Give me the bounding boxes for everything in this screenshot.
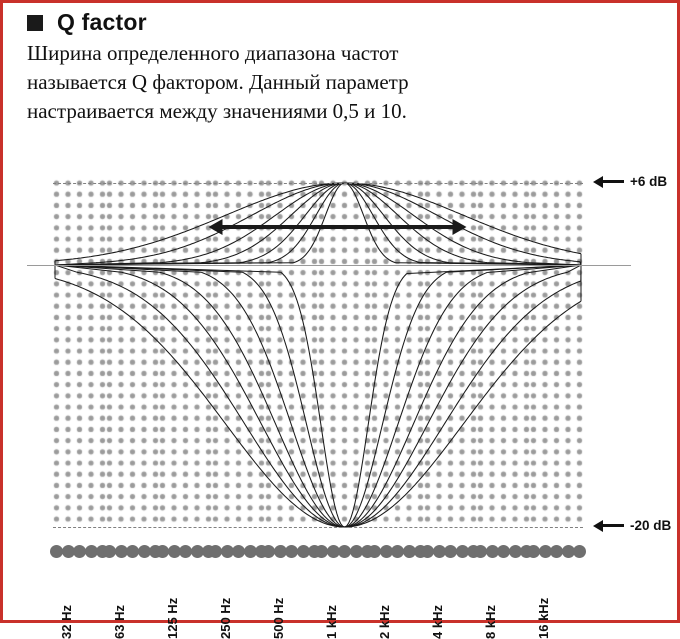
plus6db-label: +6 dB: [630, 174, 668, 189]
body-line-3: настраивается между значениями 0,5 и 10.: [27, 99, 407, 123]
page-title: Q factor: [57, 9, 147, 35]
section-heading: [27, 9, 147, 36]
frequency-label-1: 63 Hz: [111, 605, 127, 639]
arrow-left-icon: [593, 520, 624, 532]
arrow-left-icon: [593, 176, 624, 188]
frequency-label-9: 16 kHz: [535, 597, 551, 639]
body-line-2: называется Q фактором. Данный параметр: [27, 70, 409, 94]
plus6db-marker: [593, 174, 667, 189]
band-slider-track[interactable]: [53, 545, 583, 559]
zero-db-line: [27, 265, 631, 266]
body-line-1: Ширина определенного диапазона частот: [27, 41, 399, 65]
body-paragraph: [27, 39, 627, 126]
frequency-label-7: 4 kHz: [429, 605, 445, 639]
minus20db-label: -20 dB: [630, 518, 672, 533]
frequency-label-8: 8 kHz: [482, 605, 498, 639]
frequency-label-2: 125 Hz: [164, 597, 180, 639]
plus6db-gridline: [53, 183, 583, 184]
eq-q-factor-chart: [27, 161, 672, 639]
black-square-bullet-icon: [27, 15, 43, 31]
chart-plot-area: [53, 161, 583, 551]
frequency-label-6: 2 kHz: [376, 605, 392, 639]
eq-curve-family: [53, 161, 583, 551]
frequency-label-5: 1 kHz: [323, 605, 339, 639]
frequency-label-3: 250 Hz: [217, 597, 233, 639]
minus20db-marker: [593, 518, 671, 533]
frequency-label-4: 500 Hz: [270, 597, 286, 639]
frequency-label-0: 32 Hz: [58, 605, 74, 639]
frequency-axis-labels: [53, 559, 583, 639]
slider-handle-dot[interactable]: [573, 545, 586, 558]
minus20db-gridline: [53, 527, 583, 528]
